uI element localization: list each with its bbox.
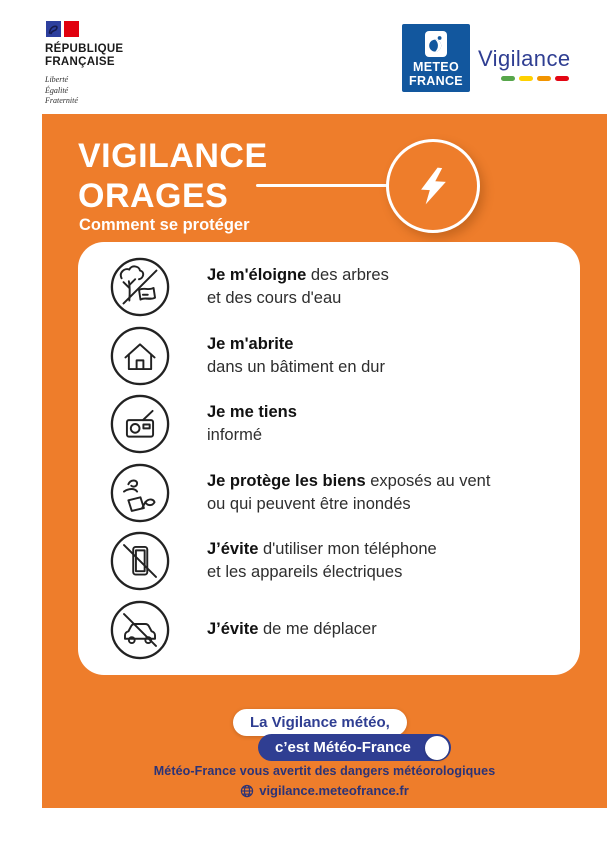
vigilance-scale-dash-yellow <box>519 76 533 81</box>
flag-blue-block <box>46 21 61 37</box>
advice-line2: ou qui peuvent être inondés <box>207 494 411 513</box>
advice-rest: de me déplacer <box>258 620 377 639</box>
pill-bottom-label: c’est Météo-France <box>275 739 411 756</box>
gov-motto-line: Fraternité <box>45 96 78 105</box>
storm-badge <box>386 139 480 233</box>
advice-bold: Je me tiens <box>207 403 297 422</box>
advice-rest: exposés au vent <box>365 471 491 490</box>
advice-row <box>78 393 580 455</box>
house-icon <box>109 325 171 387</box>
lightning-icon <box>411 164 455 208</box>
toggle-knob-icon <box>425 736 449 760</box>
advice-bold: J’évite <box>207 540 259 559</box>
wind-objects-icon <box>109 462 171 524</box>
meteo-france-pill <box>258 734 451 761</box>
no-car-icon <box>109 599 171 661</box>
advice-text <box>207 333 385 379</box>
advice-bold: Je protège les biens <box>207 471 366 490</box>
advice-row <box>78 325 580 387</box>
advice-text <box>207 470 490 516</box>
advice-row <box>78 530 580 592</box>
advice-text <box>207 401 297 447</box>
card-subtitle: Comment se protéger <box>79 216 250 234</box>
no-phone-icon <box>109 530 171 592</box>
footer-notice: Météo-France vous avertit des dangers météorologiques <box>153 764 496 778</box>
vigilance-wordmark <box>478 46 570 81</box>
advice-text <box>207 538 437 584</box>
republique-francaise-logo <box>45 21 123 107</box>
mf-line1: METEO <box>413 60 459 74</box>
gov-title-line2: FRANÇAISE <box>45 56 115 68</box>
advice-row <box>78 256 580 318</box>
meteo-france-logo-text <box>409 60 463 88</box>
globe-icon <box>240 784 254 798</box>
vigilance-meteo-pill: La Vigilance météo, <box>233 709 407 736</box>
advice-rest: des arbres <box>306 266 389 285</box>
advice-text <box>207 618 377 641</box>
card-title-line1: VIGILANCE <box>78 137 268 175</box>
meteo-france-icon <box>425 31 447 57</box>
gov-motto-line: Égalité <box>45 85 69 95</box>
vigilance-scale-dash-orange <box>537 76 551 81</box>
advice-line2: et les appareils électriques <box>207 563 403 582</box>
gov-logo-title <box>45 43 123 69</box>
connector-line <box>256 184 389 187</box>
footer-url-row <box>42 783 607 798</box>
vigilance-card <box>42 114 607 808</box>
advice-bold: Je m'abrite <box>207 334 294 353</box>
advice-bold: Je m'éloigne <box>207 266 307 285</box>
advice-line2: dans un bâtiment en dur <box>207 357 385 376</box>
advice-text <box>207 264 389 310</box>
marianne-icon <box>46 21 61 37</box>
card-title <box>78 136 268 216</box>
gov-motto <box>45 75 123 107</box>
french-flag-icon <box>46 21 123 37</box>
meteo-france-logo <box>402 24 470 92</box>
mf-line2: FRANCE <box>409 74 463 88</box>
advice-row <box>78 599 580 661</box>
card-title-line2: ORAGES <box>78 177 229 215</box>
advice-line2: informé <box>207 426 263 445</box>
vigilance-scale-dash-green <box>501 76 515 81</box>
gov-motto-line: Liberté <box>45 75 69 84</box>
vigilance-url-link[interactable]: vigilance.meteofrance.fr <box>259 783 409 798</box>
flag-red-block <box>64 21 79 37</box>
gov-title-line1: RÉPUBLIQUE <box>45 43 124 55</box>
tree-water-prohibited-icon <box>109 256 171 318</box>
advice-line2: et des cours d'eau <box>207 289 342 308</box>
advice-row <box>78 462 580 524</box>
advice-rest: d'utiliser mon téléphone <box>258 540 437 559</box>
radio-icon <box>109 393 171 455</box>
vigilance-label: Vigilance <box>478 46 571 71</box>
advice-bold: J’évite <box>207 620 259 639</box>
advice-panel <box>78 242 580 675</box>
vigilance-scale-dash-red <box>555 76 569 81</box>
vigilance-scale <box>478 76 569 81</box>
